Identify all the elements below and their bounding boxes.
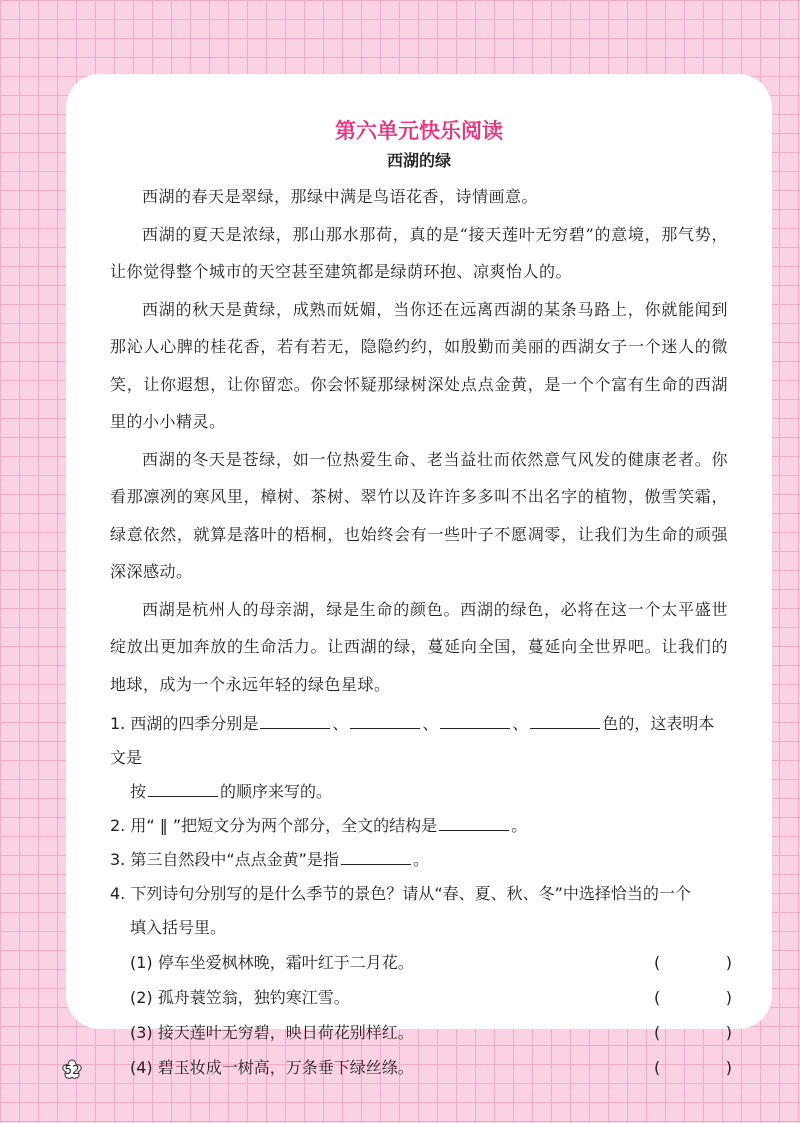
answer-blank[interactable]: [439, 812, 509, 831]
question-4-cont: 填入括号里。: [130, 918, 227, 937]
paragraph-2: 西湖的夏天是浓绿，那山那水那荷，真的是“接天莲叶无穷碧”的意境，那气势，让你觉得整个城市的天空甚至建筑都是绿荫环抱、凉爽怡人的。: [110, 224, 728, 281]
sub-item-4: (4) 碧玉妆成一树高，万条垂下绿丝绦。 ( ): [110, 1050, 728, 1085]
answer-blank[interactable]: [440, 710, 510, 729]
answer-paren[interactable]: ( ): [654, 953, 732, 972]
answer-blank[interactable]: [148, 778, 218, 797]
question-1-cont: 按 的顺序来写的。: [110, 775, 728, 809]
answer-paren[interactable]: ( ): [654, 1023, 732, 1042]
question-3: 3. 第三自然段中“点点金黄”是指 。: [110, 843, 728, 877]
unit-title: 第六单元快乐阅读: [335, 118, 503, 143]
sub-item-3: (3) 接天莲叶无穷碧，映日荷花别样红。 ( ): [110, 1015, 728, 1050]
question-2: 2. 用“ ‖ ”把短文分为两个部分，全文的结构是 。: [110, 809, 728, 843]
answer-paren[interactable]: ( ): [654, 988, 732, 1007]
article-title: 西湖的绿: [386, 151, 451, 170]
answer-blank[interactable]: [350, 710, 420, 729]
sub-item-2: (2) 孤舟蓑笠翁，独钓寒江雪。 ( ): [110, 980, 728, 1015]
paragraph-4: 西湖的冬天是苍绿，如一位热爱生命、老当益壮而依然意气风发的健康老者。你看那凛冽的寒风里，樟树、茶树、翠竹以及许许多多叫不出名字的植物，傲雪笑霜，绿意依然，就算是落叶的梧桐，也始终会有一些叶子不愿凋零，让我们为生命的顽强深深感动。: [110, 449, 728, 581]
sub-item-1: (1) 停车坐爱枫林晚，霜叶红于二月花。 ( ): [110, 945, 728, 980]
answer-paren[interactable]: ( ): [654, 1058, 732, 1077]
paragraph-1: 西湖的春天是翠绿，那绿中满是鸟语花香，诗情画意。: [142, 187, 539, 206]
paragraph-3: 西湖的秋天是黄绿，成熟而妩媚，当你还在远离西湖的某条马路上，你就能闻到那沁人心脾的桂花香，若有若无，隐隐约约，如殷勤而美丽的西湖女子一个迷人的微笑，让你遐想，让你留恋。你会怀疑那绿树深处点点金黄，是一个个富有生命的西湖里的小小精灵。: [110, 299, 728, 431]
question-4: 4. 下列诗句分别写的是什么季节的景色？请从“春、夏、秋、冬”中选择恰当的一个: [110, 884, 691, 903]
questions-section: [110, 707, 732, 1085]
paragraph-5: 西湖是杭州人的母亲湖，绿是生命的颜色。西湖的绿色，必将在这一个太平盛世绽放出更加奔放的生命活力。让西湖的绿，蔓延向全国，蔓延向全世界吧。让我们的地球，成为一个永远年轻的绿色星球。: [110, 599, 728, 694]
page-number: 52: [60, 1058, 84, 1082]
answer-blank[interactable]: [530, 710, 600, 729]
answer-blank[interactable]: [260, 710, 330, 729]
question-1: 1. 西湖的四季分别是 、 、 、 色的，这表明本文是: [110, 707, 728, 775]
answer-blank[interactable]: [341, 846, 411, 865]
